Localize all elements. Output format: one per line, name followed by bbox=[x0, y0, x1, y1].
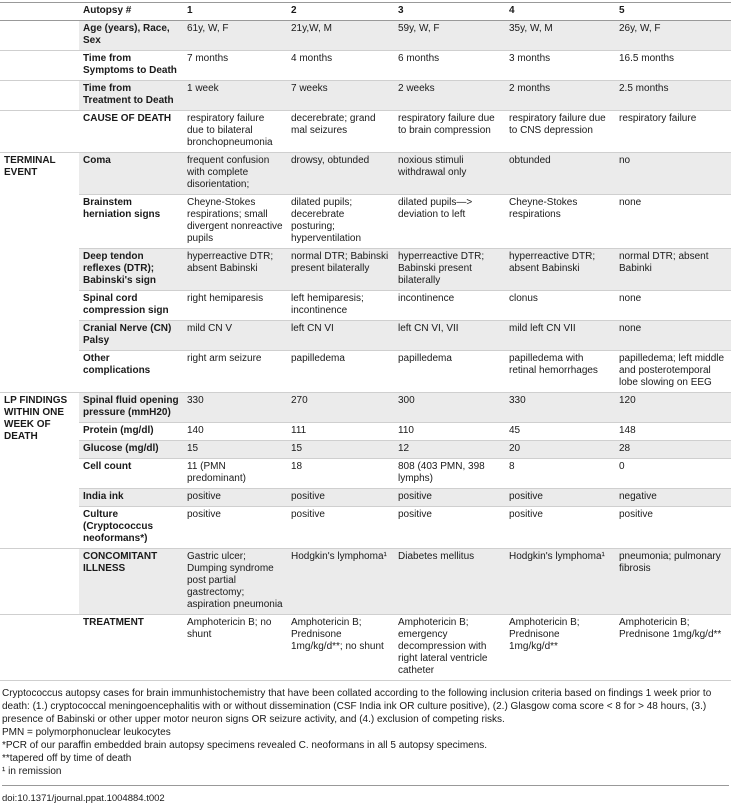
header-cell: 2 bbox=[287, 3, 394, 21]
table-cell: right arm seizure bbox=[183, 351, 287, 393]
table-row bbox=[0, 321, 731, 351]
table-cell: Cheyne-Stokes respirations bbox=[505, 195, 615, 249]
table-cell: Diabetes mellitus bbox=[394, 549, 505, 615]
table-cell: 59y, W, F bbox=[394, 21, 505, 51]
table-cell: positive bbox=[394, 489, 505, 507]
row-label: Spinal fluid opening pressure (mmH20) bbox=[79, 393, 183, 423]
table-cell: 2 weeks bbox=[394, 81, 505, 111]
row-label: Glucose (mg/dl) bbox=[79, 441, 183, 459]
row-label: Deep tendon reflexes (DTR); Babinski's sign bbox=[79, 249, 183, 291]
table-cell: 15 bbox=[183, 441, 287, 459]
doi-line: doi:10.1371/journal.ppat.1004884.t002 bbox=[2, 785, 729, 805]
table-row bbox=[0, 21, 731, 51]
table-cell: 45 bbox=[505, 423, 615, 441]
row-label: Culture (Cryptococcus neoformans*) bbox=[79, 507, 183, 549]
table-header-row bbox=[0, 3, 731, 21]
table-cell: positive bbox=[287, 489, 394, 507]
table-cell: dilated pupils—> deviation to left bbox=[394, 195, 505, 249]
table-row bbox=[0, 111, 731, 153]
table-cell: Amphotericin B; Prednisone 1mg/kg/d** bbox=[505, 615, 615, 681]
footnote-remission: ¹ in remission bbox=[2, 766, 62, 777]
row-label: Time from Treatment to Death bbox=[79, 81, 183, 111]
table-cell: 2 months bbox=[505, 81, 615, 111]
row-label: Spinal cord compression sign bbox=[79, 291, 183, 321]
header-cell: 3 bbox=[394, 3, 505, 21]
table-cell: hyperreactive DTR; absent Babinski bbox=[183, 249, 287, 291]
table-cell: positive bbox=[183, 489, 287, 507]
table-cell: positive bbox=[287, 507, 394, 549]
table-row bbox=[0, 195, 731, 249]
table-cell: Amphotericin B; Prednisone 1mg/kg/d** bbox=[615, 615, 731, 681]
table-cell: mild CN V bbox=[183, 321, 287, 351]
section-label-empty bbox=[0, 111, 79, 153]
table-cell: respiratory failure due to brain compression bbox=[394, 111, 505, 153]
section-label-empty bbox=[0, 549, 79, 615]
table-cell: positive bbox=[505, 489, 615, 507]
table-cell: 0 bbox=[615, 459, 731, 489]
table-row bbox=[0, 459, 731, 489]
row-label: Time from Symptoms to Death bbox=[79, 51, 183, 81]
table-cell: mild left CN VII bbox=[505, 321, 615, 351]
table-cell: 61y, W, F bbox=[183, 21, 287, 51]
table-row bbox=[0, 249, 731, 291]
table-cell: 1 week bbox=[183, 81, 287, 111]
row-label: India ink bbox=[79, 489, 183, 507]
footnote-pcr: *PCR of our paraffin embedded brain autopsy specimens revealed C. neoformans in all 5 autopsy specimens. bbox=[2, 740, 488, 751]
table-cell: Amphotericin B; emergency decompression with right lateral ventricle catheter bbox=[394, 615, 505, 681]
table-cell: 21y,W, M bbox=[287, 21, 394, 51]
table-cell: 16.5 months bbox=[615, 51, 731, 81]
table-cell: Amphotericin B; no shunt bbox=[183, 615, 287, 681]
table-cell: respiratory failure due to CNS depression bbox=[505, 111, 615, 153]
table-row bbox=[0, 441, 731, 459]
header-cell: 5 bbox=[615, 3, 731, 21]
table-cell: frequent confusion with complete disorientation; bbox=[183, 153, 287, 195]
table-cell: 270 bbox=[287, 393, 394, 423]
table-row bbox=[0, 615, 731, 681]
table-row bbox=[0, 423, 731, 441]
table-cell: left hemiparesis; incontinence bbox=[287, 291, 394, 321]
header-cell: 4 bbox=[505, 3, 615, 21]
table-cell: 8 bbox=[505, 459, 615, 489]
table-cell: 7 weeks bbox=[287, 81, 394, 111]
table-cell: 7 months bbox=[183, 51, 287, 81]
row-label: Cranial Nerve (CN) Palsy bbox=[79, 321, 183, 351]
table-row bbox=[0, 489, 731, 507]
table-cell: clonus bbox=[505, 291, 615, 321]
table-cell: papilledema bbox=[287, 351, 394, 393]
row-label: Protein (mg/dl) bbox=[79, 423, 183, 441]
table-cell: left CN VI, VII bbox=[394, 321, 505, 351]
section-label-empty bbox=[0, 51, 79, 81]
table-cell: Cheyne-Stokes respirations; small divergent nonreactive pupils bbox=[183, 195, 287, 249]
table-cell: 120 bbox=[615, 393, 731, 423]
table-cell: papilledema with retinal hemorrhages bbox=[505, 351, 615, 393]
table-row bbox=[0, 291, 731, 321]
table-cell: Gastric ulcer; Dumping syndrome post partial gastrectomy; aspiration pneumonia bbox=[183, 549, 287, 615]
table-cell: Hodgkin's lymphoma¹ bbox=[505, 549, 615, 615]
table-cell: 12 bbox=[394, 441, 505, 459]
table-cell: 2.5 months bbox=[615, 81, 731, 111]
table-cell: hyperreactive DTR; Babinski present bilaterally bbox=[394, 249, 505, 291]
table-cell: 148 bbox=[615, 423, 731, 441]
table-cell: incontinence bbox=[394, 291, 505, 321]
table-cell: negative bbox=[615, 489, 731, 507]
table-cell: 20 bbox=[505, 441, 615, 459]
row-label: CONCOMITANT ILLNESS bbox=[79, 549, 183, 615]
table-cell: decerebrate; grand mal seizures bbox=[287, 111, 394, 153]
table-cell: 111 bbox=[287, 423, 394, 441]
table-row bbox=[0, 507, 731, 549]
table-cell: Amphotericin B; Prednisone 1mg/kg/d**; no shunt bbox=[287, 615, 394, 681]
table-row bbox=[0, 153, 731, 195]
table-footnotes bbox=[0, 681, 731, 805]
table-cell: 300 bbox=[394, 393, 505, 423]
header-cell: 1 bbox=[183, 3, 287, 21]
table-cell: drowsy, obtunded bbox=[287, 153, 394, 195]
table-cell: positive bbox=[615, 507, 731, 549]
table-cell: 330 bbox=[183, 393, 287, 423]
table-cell: 15 bbox=[287, 441, 394, 459]
table-cell: Hodgkin's lymphoma¹ bbox=[287, 549, 394, 615]
table-cell: obtunded bbox=[505, 153, 615, 195]
table-cell: 4 months bbox=[287, 51, 394, 81]
table-cell: 28 bbox=[615, 441, 731, 459]
table-cell: pneumonia; pulmonary fibrosis bbox=[615, 549, 731, 615]
table-cell: positive bbox=[394, 507, 505, 549]
table-cell: positive bbox=[505, 507, 615, 549]
autopsy-table bbox=[0, 2, 731, 681]
table-row bbox=[0, 81, 731, 111]
table-cell: 18 bbox=[287, 459, 394, 489]
table-cell: respiratory failure due to bilateral bronchopneumonia bbox=[183, 111, 287, 153]
section-label-empty bbox=[0, 21, 79, 51]
table-cell: normal DTR; absent Babinki bbox=[615, 249, 731, 291]
table-cell: noxious stimuli withdrawal only bbox=[394, 153, 505, 195]
row-label: Age (years), Race, Sex bbox=[79, 21, 183, 51]
table-caption: Cryptococcus autopsy cases for brain immunhistochemistry that have been collated according to the following inclusion criteria based on findings 1 week prior to death: (1.) cryptococcal meningoencephalitis with or without dissemination (CSF India ink OR culture positive), (2.) Glasgow coma score < 8 for > 48 hours, (3.) presence of Babinski or other upper motor neuron signs OR seizure activity, and (4.) exclusion of competing risks. bbox=[2, 688, 712, 725]
table-row bbox=[0, 351, 731, 393]
section-label: TERMINAL EVENT bbox=[0, 153, 79, 393]
table-cell: left CN VI bbox=[287, 321, 394, 351]
table-cell: 11 (PMN predominant) bbox=[183, 459, 287, 489]
table-cell: 330 bbox=[505, 393, 615, 423]
table-cell: papilledema bbox=[394, 351, 505, 393]
table-row bbox=[0, 549, 731, 615]
row-label: TREATMENT bbox=[79, 615, 183, 681]
row-label: Brainstem herniation signs bbox=[79, 195, 183, 249]
table-cell: 140 bbox=[183, 423, 287, 441]
section-label-empty bbox=[0, 81, 79, 111]
table-cell: right hemiparesis bbox=[183, 291, 287, 321]
row-label: Coma bbox=[79, 153, 183, 195]
table-cell: 35y, W, M bbox=[505, 21, 615, 51]
table-row bbox=[0, 51, 731, 81]
table-cell: none bbox=[615, 195, 731, 249]
row-label: Cell count bbox=[79, 459, 183, 489]
section-label: LP FINDINGS WITHIN ONE WEEK OF DEATH bbox=[0, 393, 79, 549]
table-cell: none bbox=[615, 321, 731, 351]
table-cell: 6 months bbox=[394, 51, 505, 81]
header-cell: Autopsy # bbox=[79, 3, 183, 21]
table-cell: 26y, W, F bbox=[615, 21, 731, 51]
table-cell: no bbox=[615, 153, 731, 195]
table-cell: 110 bbox=[394, 423, 505, 441]
footnote-pmn: PMN = polymorphonuclear leukocytes bbox=[2, 727, 171, 738]
table-cell: normal DTR; Babinski present bilaterally bbox=[287, 249, 394, 291]
table-cell: dilated pupils; decerebrate posturing; hyperventilation bbox=[287, 195, 394, 249]
row-label: Other complications bbox=[79, 351, 183, 393]
table-cell: 808 (403 PMN, 398 lymphs) bbox=[394, 459, 505, 489]
row-label: CAUSE OF DEATH bbox=[79, 111, 183, 153]
table-cell: 3 months bbox=[505, 51, 615, 81]
table-cell: none bbox=[615, 291, 731, 321]
table-cell: papilledema; left middle and posterotemporal lobe slowing on EEG bbox=[615, 351, 731, 393]
header-section-cell bbox=[0, 3, 79, 21]
table-cell: positive bbox=[183, 507, 287, 549]
footnote-tapered: **tapered off by time of death bbox=[2, 753, 132, 764]
table-cell: respiratory failure bbox=[615, 111, 731, 153]
table-row bbox=[0, 393, 731, 423]
table-cell: hyperreactive DTR; absent Babinski bbox=[505, 249, 615, 291]
section-label-empty bbox=[0, 615, 79, 681]
